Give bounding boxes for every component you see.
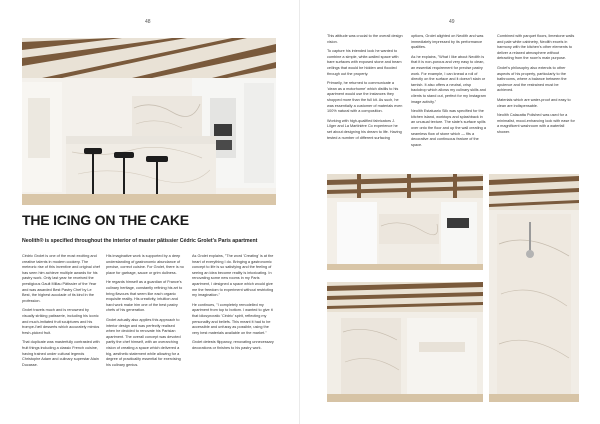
- paragraph: Materials which are water-proof and easy to clean are indispensable.: [497, 97, 571, 108]
- paragraph: Combined with parquet floors, limestone walls and pale white cabinetry, Neolith excels in harmony with the kitchen's other elements to deliver a relaxed atmosphere without detracting from the room's main purpose.: [497, 34, 575, 61]
- page-number-right: 49: [449, 19, 455, 25]
- right-column-1: [327, 34, 403, 145]
- right-column-2: [411, 34, 487, 152]
- shower-photo: [489, 174, 579, 402]
- paragraph: He regards himself as a guardian of France's culinary heritage, constantly refining his art to bring flavours that seem like each organic exquisite reality. His creativity, intuition and hard work make him one of the best pastry chefs of his generation.: [106, 280, 183, 313]
- paragraph: That duplicate was masterfully contrasted with fruit things including a classic French cuisine, having trained under cultural legends Christophe Adam and culinary superstar Alain Ducasse.: [22, 340, 100, 367]
- right-column-3: [497, 34, 575, 140]
- paragraph: Grolet detests flippancy, renovating unnecessary decorations or finishes to his pastry work.: [192, 340, 274, 350]
- paragraph: His imaginative work is supported by a deep understanding of gastronomic abundance of precise, correct cuisine. For Grolet, there is no place for garbage, sauce or grim dullness.: [106, 254, 184, 275]
- bathroom-photo: [327, 282, 483, 402]
- article-title: THE ICING ON THE CAKE: [22, 212, 189, 228]
- paragraph: Grolet's philosophy also extends to other aspects of his property, particularly to the bathrooms, where a balance between the opulence and the restrained must be achieved.: [497, 65, 567, 93]
- paragraph: Primarily, he returned to communicate a 'clean as a motorhome' which distills to his apartment would use the instances they shopped more than the full kit. As such, he was essentially a customer of materials even 100% natural with a composition.: [327, 81, 403, 114]
- paragraph: This attitude was crucial to the overall design vision.: [327, 34, 403, 44]
- article-subtitle: Neolith® is specified throughout the interior of master pâtissier Cédric Grolet's Paris apartment: [22, 238, 258, 244]
- paragraph: Grolet travels much and is renowned by visually striking patisserie, including his iconic and much-imitated fruit sculptures and his trompe-l'œil desserts which accurately mimics fresh-picked fruit.: [22, 308, 100, 335]
- paragraph: options, Grolet alighted on Neolith and was immediately impressed by its performance qualities.: [411, 34, 484, 50]
- kitchen-cabinets-photo: [327, 174, 483, 270]
- paragraph: He continues, "I completely remodelled my apartment from top to bottom. I wanted to give it that idiosyncratic 'Cédric' spirit, reflecting my personality and beliefs. This meant it had to be accessible and unfussy as possible, using the very best materials available on the market.": [192, 302, 273, 335]
- paragraph: Neolith Calacatta Polished was used for a minimalist, mood-enhancing look with ease for a magnificent washroom with a waterfall shower.: [497, 113, 575, 134]
- kitchen-island-photo: [22, 38, 276, 205]
- left-column-3: [192, 254, 274, 356]
- left-column-1: [22, 254, 100, 372]
- paragraph: As he explains, "What I like about Neolith is that it is non-porous and very easy to clean, an essential requirement for precise pastry work. For example, I can knead a roll of directly on the surface and it doesn't stain or tarnish. It also offers a neutral, crisp backdrop which allows my culinary skills and clients to stand out, perfect for my Instagram image activity.": [411, 54, 486, 104]
- paragraph: As Grolet explains, "The word 'Creating' is at the heart of everything I do. Bringing a gastronomic concept to life is so satisfying and the feeling of seeing an idea become reality is intoxicating. In renovating some new rooms in my Paris apartment, I designed a space which would give me the freedom to experiment without restricting my imagination.": [192, 254, 274, 298]
- paragraph: To capture his intended look he wanted to combine a simple, white-walled space with bare surfaces with exposed stone and beam ceilings that would be hidden and flooded through out the property.: [327, 49, 402, 76]
- page-number-left: 48: [145, 19, 151, 25]
- paragraph: Working with high-qualified fabricators J. Lilger and La Martinière Co experience he set about designing his dream to life. Having tested a number of different surfacing: [327, 118, 402, 140]
- paragraph: Neolith Estatuario Silk was specified for the kitchen island, worktops and splashback in an unusual texture. The slate's surface spills over onto the floor and up the wall creating a seamless flow of stone which — fits a decorative and continuous feature of the space.: [411, 109, 486, 147]
- paragraph: Cédric Grolet is one of the most exciting and creative talents in modern cookery. The meteoric rise of this inventive and original chef has seen him achieve multiple awards for his pastry work. Only last year he received the prestigious Gault Millau Pâtissier of the Year and was awarded Best Pastry Chef by Le Best, the highest accolade of its kind in the profession.: [22, 254, 100, 303]
- left-column-2: [106, 254, 184, 372]
- paragraph: Grolet actually also applies this approach to interior design and was perfectly realised when he decided to renovate his Parisian apartment. The overall concept was devoted partly the chef himself, with an overarching vision of creating a space which delivered a big, aesthetic statement while allowing for a degree of practicality essential for exercising his culinary genius.: [106, 317, 181, 367]
